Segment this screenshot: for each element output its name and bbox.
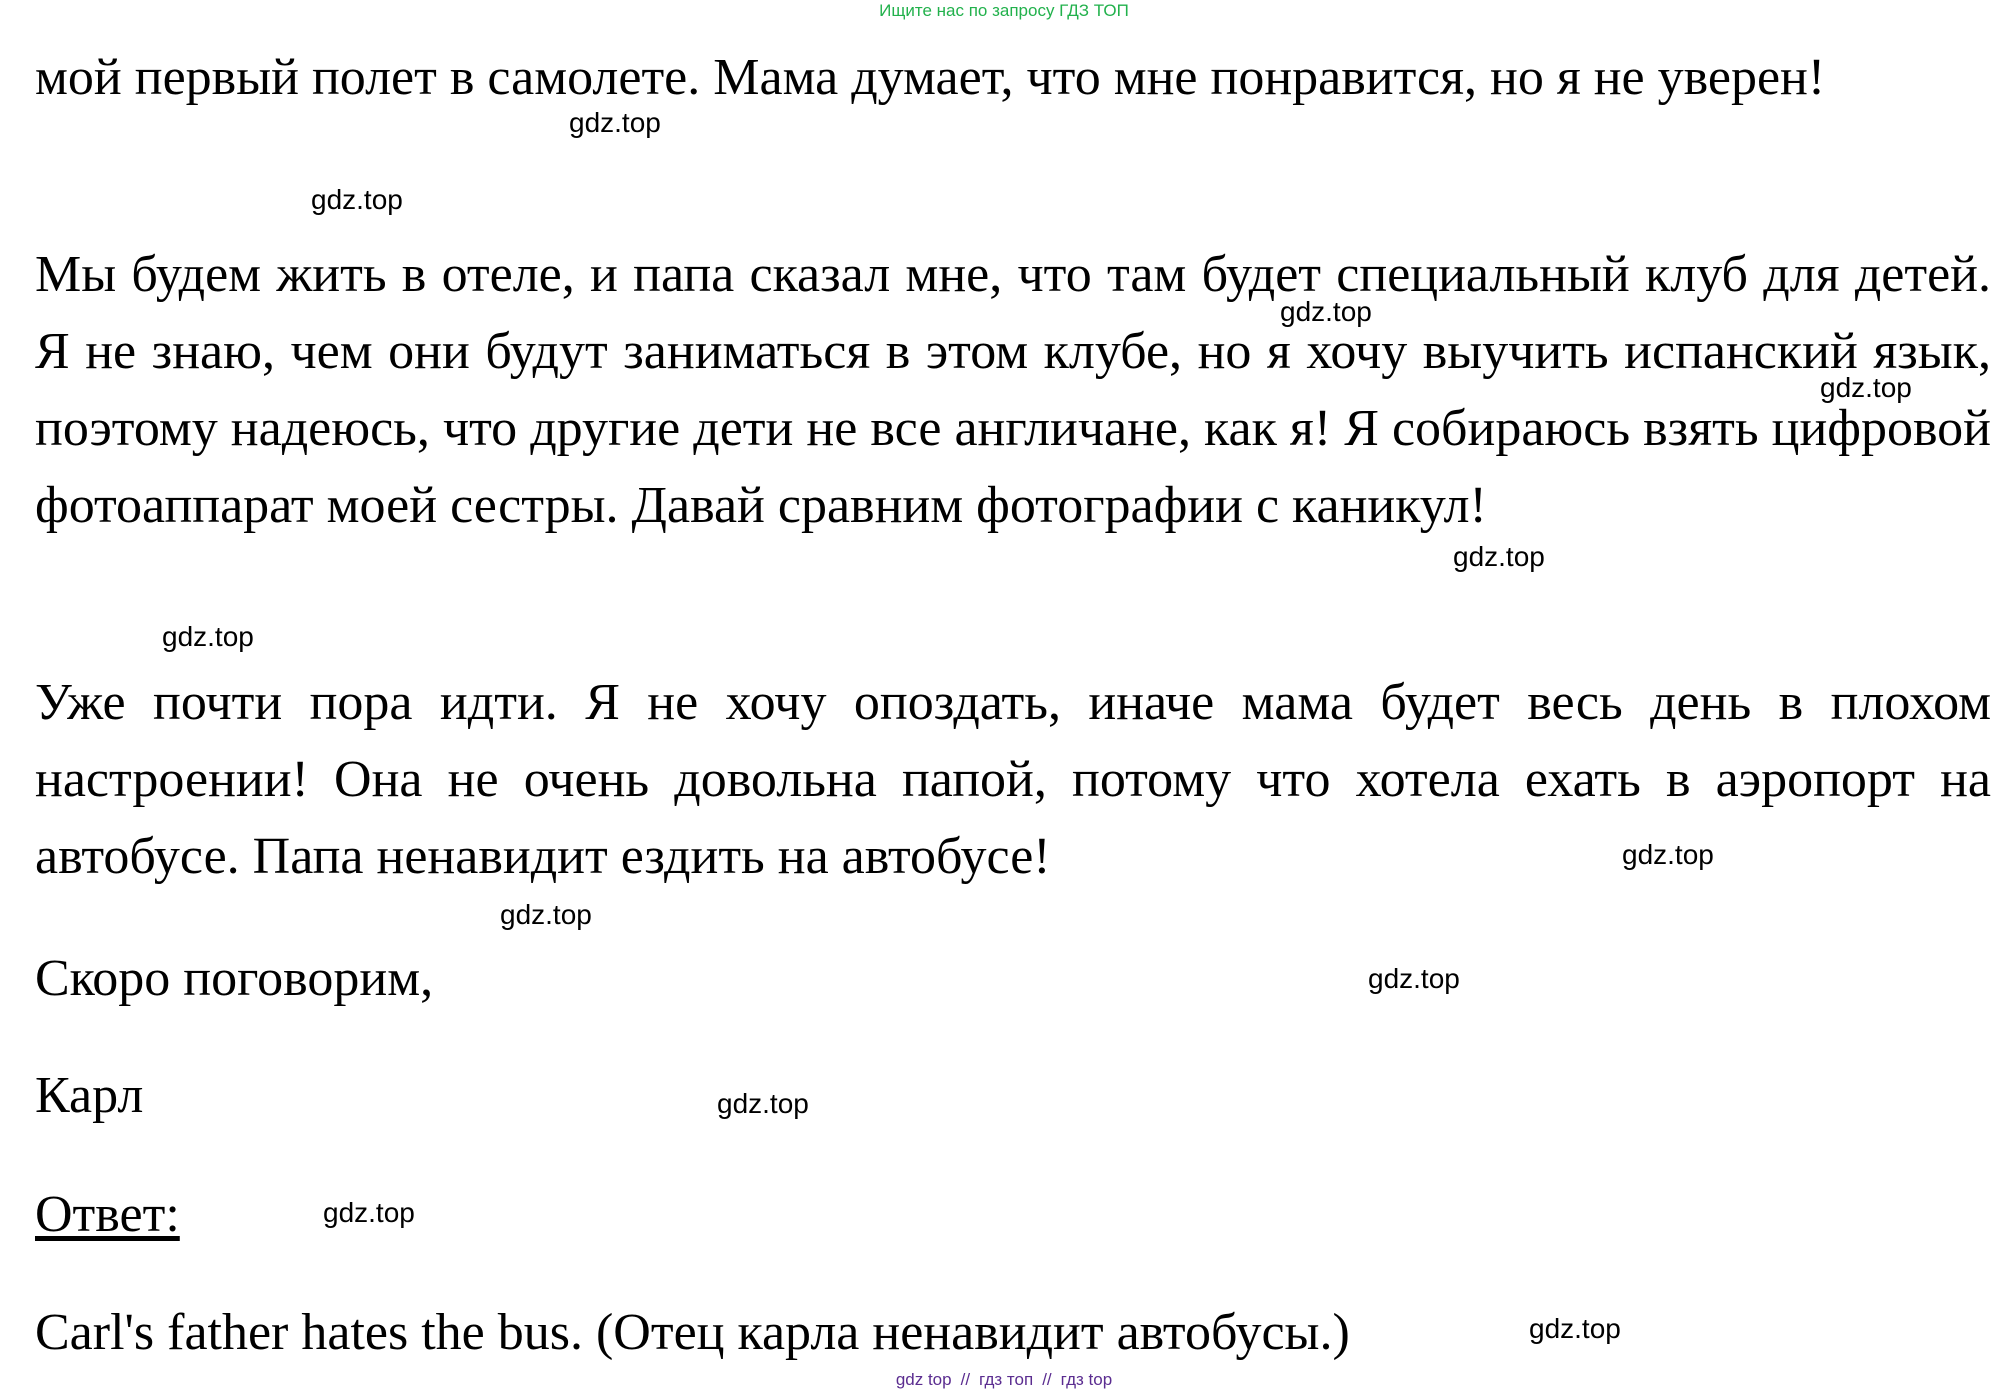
closing-line: Скоро поговорим, [35,950,434,1007]
signature: Карл [35,1067,144,1124]
paragraph-3: Уже почти пора идти. Я не хочу опоздать, иначе мама будет весь день в плохом настроении! Она не очень довольна папой, потому что хотела ехать в аэропорт на автобусе. Папа ненавидит ездить на автобусе! [35,674,1991,885]
watermark: gdz.top [1453,541,1545,572]
watermark: gdz.top [1529,1313,1621,1344]
watermark: gdz.top [162,621,254,652]
footer-link[interactable]: gdz top [895,1370,952,1389]
watermark: gdz.top [311,184,403,215]
paragraph-1: мой первый полет в самолете. Мама думает, что мне понравится, но я не уверен! [35,49,1826,106]
watermark: gdz.top [569,107,661,138]
footer-links: gdz top // гдз топ // гдз top [895,1370,1113,1389]
top-banner: Ищите нас по запросу ГДЗ ТОП [879,1,1129,20]
footer-link[interactable]: гдз топ [979,1370,1034,1389]
footer-link[interactable]: гдз top [1060,1370,1113,1389]
watermark: gdz.top [323,1197,415,1228]
watermark: gdz.top [500,899,592,930]
answer-label: Ответ: [35,1186,180,1243]
answer-text: Carl's father hates the bus. (Отец карла ненавидит автобусы.) [35,1304,1350,1361]
watermark: gdz.top [1280,296,1372,327]
watermark: gdz.top [1820,372,1912,403]
watermark: gdz.top [717,1088,809,1119]
watermark: gdz.top [1368,963,1460,994]
paragraph-2: Мы будем жить в отеле, и папа сказал мне, что там будет специальный клуб для детей. Я не знаю, чем они будут заниматься в этом клубе, но я хочу выучить испанский язык, поэтому надеюсь, что другие дети не все англичане, как я! Я собираюсь взять цифровой фотоаппарат моей сестры. Давай сравним фотографии с каникул! [35,246,1991,534]
watermark: gdz.top [1622,839,1714,870]
